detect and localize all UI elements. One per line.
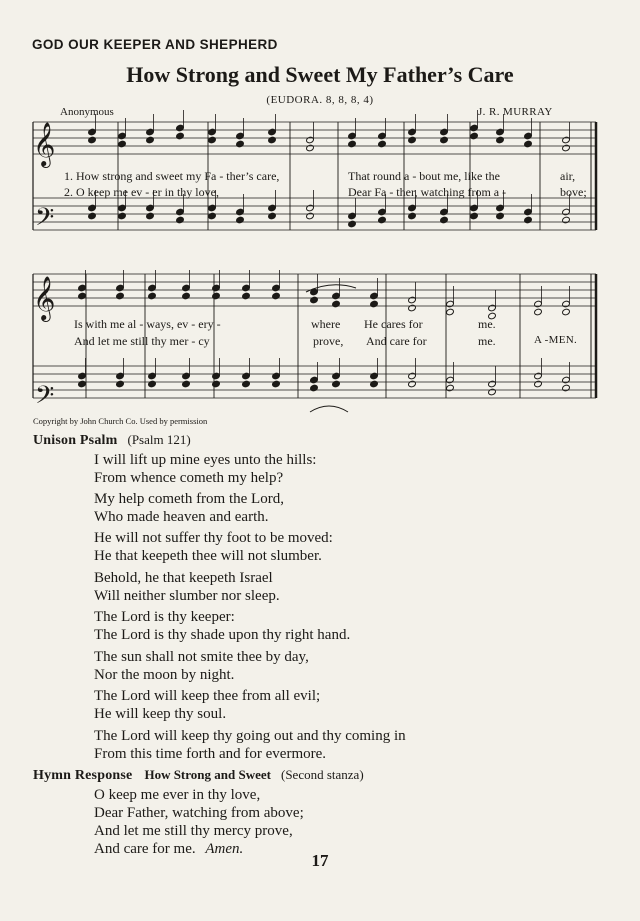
lyric-verse2-part1: And let me still thy mer - cy <box>74 334 210 348</box>
notehead <box>470 212 479 220</box>
notehead <box>242 284 251 292</box>
notehead <box>182 292 191 300</box>
notehead <box>378 216 387 224</box>
notehead <box>524 208 533 216</box>
psalm-line: The Lord will keep thee from all evil; <box>94 688 321 704</box>
notehead <box>534 380 543 388</box>
notehead <box>562 308 571 316</box>
noteheads <box>78 110 571 412</box>
notehead <box>470 132 479 140</box>
notehead <box>562 300 571 308</box>
stanza-line: Dear Father, watching from above; <box>94 805 304 821</box>
slur <box>310 406 348 412</box>
psalm-reference: (Psalm 121) <box>127 432 191 447</box>
notehead <box>306 144 315 152</box>
notehead <box>408 380 417 388</box>
notehead <box>272 292 281 300</box>
notehead <box>116 284 125 292</box>
treble-clef-icon: 𝄞 <box>33 276 56 320</box>
psalm-line: He that keepeth thee will not slumber. <box>94 548 322 564</box>
psalm-line: Nor the moon by night. <box>94 667 235 683</box>
notehead <box>88 204 97 212</box>
notehead <box>496 212 505 220</box>
notehead <box>332 372 341 380</box>
notehead <box>562 144 571 152</box>
notehead <box>208 128 217 136</box>
lyric-verse2-part3: And care for <box>366 334 427 348</box>
psalm-line: My help cometh from the Lord, <box>94 491 284 507</box>
notehead <box>310 376 319 384</box>
notehead <box>562 376 571 384</box>
tune-name: (EUDORA. 8, 8, 8, 4) <box>266 94 374 106</box>
lyric-verse1-part2: where <box>311 317 341 331</box>
notehead <box>488 388 497 396</box>
notehead <box>370 380 379 388</box>
notehead <box>332 300 341 308</box>
notehead <box>348 132 357 140</box>
notehead <box>236 140 245 148</box>
notehead <box>446 384 455 392</box>
response-note: (Second stanza) <box>280 767 364 782</box>
notehead <box>332 292 341 300</box>
notehead <box>236 216 245 224</box>
notehead <box>242 292 251 300</box>
notehead <box>78 292 87 300</box>
notehead <box>446 376 455 384</box>
psalm-line: The Lord is thy shade upon thy right hand. <box>94 627 351 643</box>
notehead <box>524 132 533 140</box>
notehead <box>348 220 357 228</box>
bass-clef-icon: 𝄢 <box>35 381 55 416</box>
psalm-line: The Lord is thy keeper: <box>94 609 235 625</box>
page-number: 17 <box>311 851 329 870</box>
notehead <box>208 136 217 144</box>
notehead <box>268 204 277 212</box>
lyric-verse2-part1: 2. O keep me ev - er in thy love, <box>64 185 219 199</box>
notehead <box>370 292 379 300</box>
lyric-verse1-part1: Is with me al - ways, ev - ery - <box>74 317 221 331</box>
notehead <box>446 308 455 316</box>
notehead <box>78 372 87 380</box>
notehead <box>212 372 221 380</box>
system-bars <box>33 122 596 398</box>
notehead <box>378 208 387 216</box>
notehead <box>146 136 155 144</box>
psalm-line: Will neither slumber nor sleep. <box>94 588 280 604</box>
psalm-line: I will lift up mine eyes unto the hills: <box>94 452 317 468</box>
notehead <box>408 372 417 380</box>
response-label: Hymn Response <box>33 768 133 783</box>
notehead <box>176 208 185 216</box>
notehead <box>78 284 87 292</box>
lyric-verse2-part3: bove; <box>560 185 587 199</box>
notehead <box>148 284 157 292</box>
notehead <box>116 380 125 388</box>
notehead <box>408 204 417 212</box>
notehead <box>408 296 417 304</box>
notehead <box>488 380 497 388</box>
notehead <box>148 292 157 300</box>
lyric-verse2-part4: me. <box>478 334 496 348</box>
notehead <box>236 208 245 216</box>
notehead <box>348 140 357 148</box>
notehead <box>268 212 277 220</box>
notehead <box>146 212 155 220</box>
notehead <box>488 304 497 312</box>
psalm-line: He will not suffer thy foot to be moved: <box>94 530 333 546</box>
notehead <box>524 140 533 148</box>
psalm-line: From this time forth and for evermore. <box>94 746 327 762</box>
notehead <box>496 128 505 136</box>
notehead <box>242 380 251 388</box>
notehead <box>306 136 315 144</box>
notehead <box>348 212 357 220</box>
notehead <box>176 216 185 224</box>
notehead <box>378 140 387 148</box>
psalm-label: Unison Psalm <box>33 433 118 448</box>
notehead <box>378 132 387 140</box>
clefs <box>33 122 55 416</box>
notehead <box>176 124 185 132</box>
hymn-title: How Strong and Sweet My Father’s Care <box>126 62 514 87</box>
lyric-verse1-part3: He cares for <box>364 317 423 331</box>
stanza-line: O keep me ever in thy love, <box>94 787 261 803</box>
notehead <box>562 208 571 216</box>
notehead <box>212 380 221 388</box>
notehead <box>242 372 251 380</box>
notehead <box>182 372 191 380</box>
notehead <box>524 216 533 224</box>
notehead <box>534 308 543 316</box>
notehead <box>306 212 315 220</box>
stanza-line: And let me still thy mercy prove, <box>94 823 293 839</box>
notehead <box>470 204 479 212</box>
notehead <box>208 212 217 220</box>
notehead <box>408 128 417 136</box>
stanza-line-text: And care for me. <box>94 841 196 857</box>
notehead <box>272 372 281 380</box>
notehead <box>78 380 87 388</box>
amen: A -MEN. <box>534 334 578 346</box>
notehead <box>562 384 571 392</box>
notehead <box>116 292 125 300</box>
notehead <box>440 128 449 136</box>
notehead <box>88 212 97 220</box>
section-heading: GOD OUR KEEPER AND SHEPHERD <box>32 37 278 52</box>
notehead <box>268 128 277 136</box>
notehead <box>408 212 417 220</box>
notehead <box>182 284 191 292</box>
notehead <box>408 136 417 144</box>
bass-clef-icon: 𝄢 <box>35 203 55 238</box>
notehead <box>408 304 417 312</box>
notehead <box>306 204 315 212</box>
lyric-verse1-part4: me. <box>478 317 496 331</box>
music-credit: J. R. MURRAY <box>478 106 553 118</box>
notehead <box>236 132 245 140</box>
response-heading <box>33 766 364 784</box>
lyric-verse1-part2: That round a - bout me, like the <box>348 169 500 183</box>
notehead <box>534 372 543 380</box>
notehead <box>118 132 127 140</box>
notehead <box>446 300 455 308</box>
lyric-verse1-part1: 1. How strong and sweet my Fa - ther’s care, <box>64 169 280 183</box>
stanza-amen: Amen. <box>205 841 244 857</box>
psalm-line: From whence cometh my help? <box>94 470 284 486</box>
notehead <box>146 204 155 212</box>
notehead <box>88 136 97 144</box>
notehead <box>272 284 281 292</box>
notehead <box>370 372 379 380</box>
treble-clef-icon: 𝄞 <box>33 122 56 166</box>
lyric-verse1-part3: air, <box>560 169 576 183</box>
notehead <box>440 216 449 224</box>
notehead <box>176 132 185 140</box>
psalm-heading <box>33 431 191 449</box>
notehead <box>268 136 277 144</box>
notehead <box>212 292 221 300</box>
response-title: How Strong and Sweet <box>144 767 271 782</box>
psalm-line: Behold, he that keepeth Israel <box>94 570 273 586</box>
notehead <box>310 296 319 304</box>
psalm-line: The Lord will keep thy going out and thy coming in <box>94 728 406 744</box>
notehead <box>148 372 157 380</box>
notehead <box>116 372 125 380</box>
notehead <box>496 204 505 212</box>
notehead <box>212 284 221 292</box>
notehead <box>496 136 505 144</box>
notehead <box>332 380 341 388</box>
lyric-verse2-part2: Dear Fa - ther, watching from a - <box>348 185 507 199</box>
notehead <box>118 212 127 220</box>
notehead <box>534 300 543 308</box>
psalm-line: He will keep thy soul. <box>94 706 227 722</box>
psalm-line: Who made heaven and earth. <box>94 509 269 525</box>
lyric-verse2-part2: prove, <box>313 334 344 348</box>
notehead <box>118 204 127 212</box>
notehead <box>272 380 281 388</box>
notehead <box>182 380 191 388</box>
staff-lines <box>33 122 596 398</box>
notehead <box>562 136 571 144</box>
psalm-line: The sun shall not smite thee by day, <box>94 649 309 665</box>
notehead <box>440 208 449 216</box>
notehead <box>310 384 319 392</box>
notehead <box>470 124 479 132</box>
notehead <box>146 128 155 136</box>
notehead <box>208 204 217 212</box>
notehead <box>562 216 571 224</box>
notehead <box>148 380 157 388</box>
notehead <box>88 128 97 136</box>
words-credit: Anonymous <box>60 106 114 118</box>
copyright-note: Copyright by John Church Co. Used by permission <box>33 416 208 426</box>
notehead <box>440 136 449 144</box>
notehead <box>118 140 127 148</box>
notehead <box>370 300 379 308</box>
